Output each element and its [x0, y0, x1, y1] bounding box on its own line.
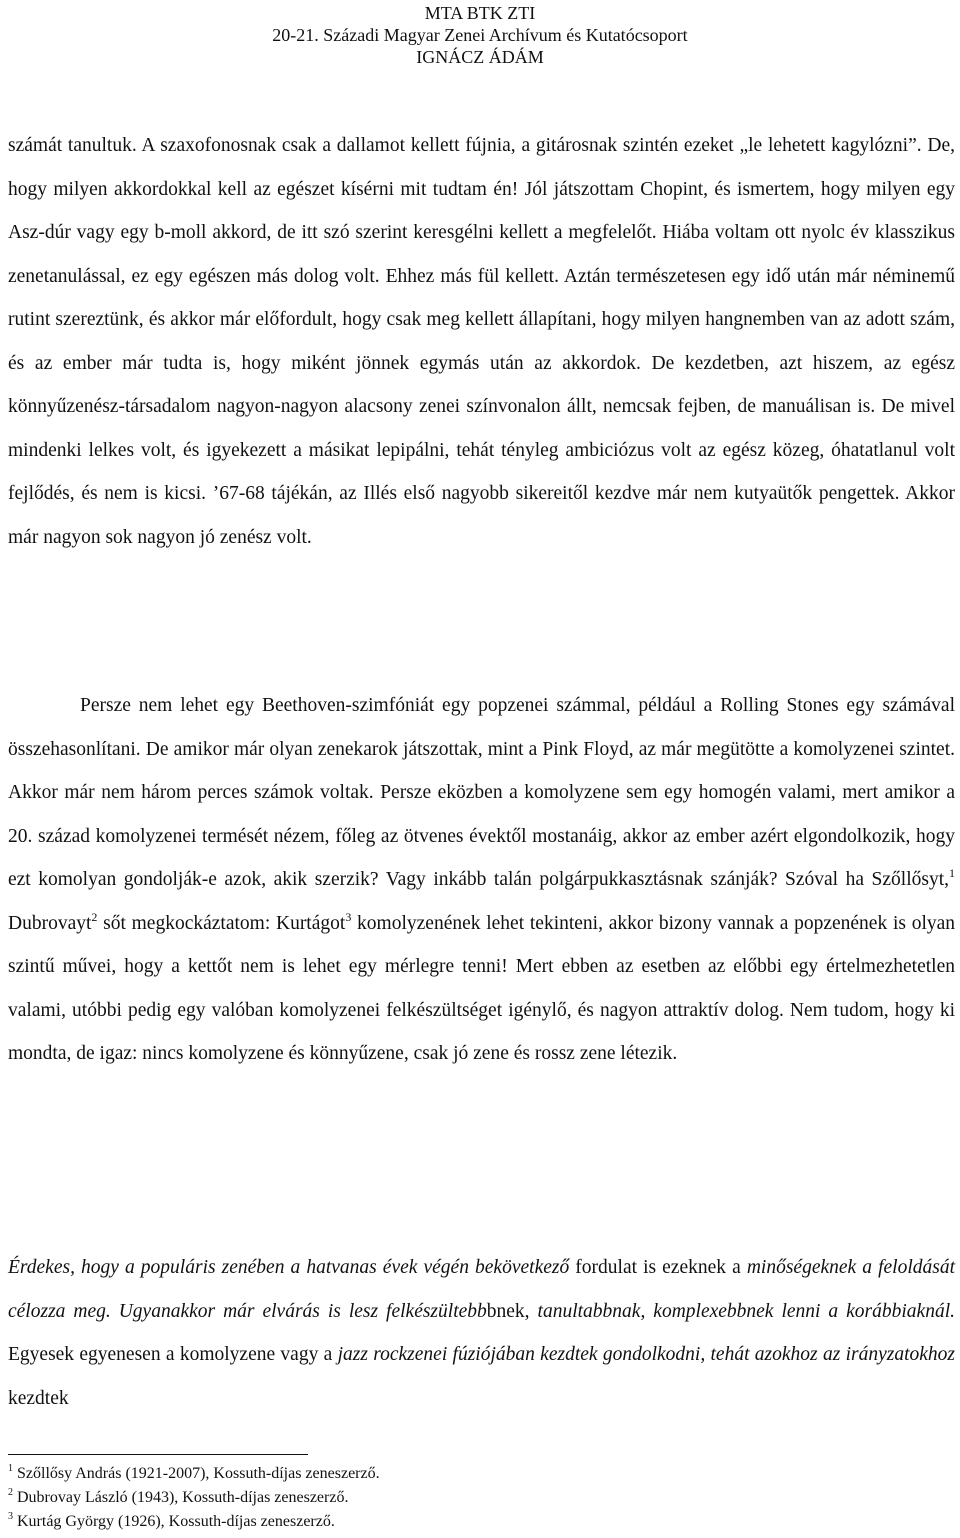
italic-text-4: jazz rockzenei fúziójában kezdtek gondolkodni, tehát azokhoz az irányzatokhoz	[337, 1344, 955, 1365]
footnote-1	[8, 1462, 908, 1486]
italic-text-1: Érdekes, hogy a populáris zenében a hatvanas évek végén bekövetkező	[8, 1257, 570, 1278]
footnote-divider	[8, 1454, 308, 1455]
header-archive: 20-21. Századi Magyar Zenei Archívum és Kutatócsoport	[272, 25, 688, 45]
paragraph-3-text	[8, 1246, 955, 1420]
plain-text-3: Egyesek egyenesen a komolyzene vagy a	[8, 1344, 338, 1365]
footnotes	[8, 1462, 908, 1534]
italic-text-3: tanultabbnak, komplexebbnek lenni a korábbiaknál.	[537, 1300, 955, 1322]
footnote-text-1: Szőllősy András (1921-2007), Kossuth-díjas zeneszerző.	[17, 1465, 380, 1482]
header-institution: MTA BTK ZTI	[424, 3, 536, 23]
paragraph-2-part-d: komolyzenének lehet tekinteni, akkor bizony vannak a popzenének is olyan szintű művei, hogy a kettőt nem is lehet egy mérlegre tenni! Mert ebben az esetben az előbbi egy értelmezhetetlen valami, utóbbi pedig egy valóban komolyzenei felkészültséget igénylő, és nagyon attraktív dolog. Nem tudom, hogy ki mondta, de igaz: nincs komolyzene és könnyűzene, csak jó zene és rossz zene létezik.	[8, 912, 956, 1064]
footnote-ref-3[interactable]: 3	[345, 909, 352, 924]
plain-text-2: bnek,	[486, 1300, 538, 1322]
paragraph-1-text: számát tanultuk. A szaxofonosnak csak a dallamot kellett fújnia, a gitárosnak szintén ezeket „le lehetett kagylózni”. De, hogy milyen akkordokkal kell az egészet kísérni mit tudtam én! Jól játszottam Chopint, és ismertem, hogy milyen egy Asz-dúr vagy egy b-moll akkord, de itt szó szerint keresgélni kellett a megfelelőt. Hiába voltam ott nyolc év klasszikus zenetanulással, ez egy egészen más dolog volt. Ehhez más fül kellett. Aztán természetesen egy idő után már néminemű rutint szereztünk, és akkor már előfordult, hogy csak meg kellett állapítani, hogy milyen hangnemben van az adott szám, és az ember már tudta is, hogy miként jönnek egymás után az akkordok. De kezdetben, azt hiszem, az egész könnyűzenész-társadalom nagyon-nagyon alacsony zenei színvonalon állt, nemcsak fejben, de manuálisan is. De mivel mindenki lelkes volt, és igyekezett a másikat lepipálni, tehát tényleg ambiciózus volt az egész közeg, óhatatlanul volt fejlődés, és nem is kicsi. ’67-68 tájékán, az Illés első nagyobb sikereitől kezdve már nem kutyaütők pengettek. Akkor már nagyon sok nagyon jó zenész volt.	[8, 135, 955, 548]
footnote-number-1: 1	[8, 1463, 13, 1474]
footnote-number-3: 3	[8, 1511, 13, 1522]
paragraph-1	[8, 124, 955, 559]
paragraph-2-part-a: Persze nem lehet egy Beethoven-szimfóniát egy popzenei számmal, például a Rolling Stones egy számával összehasonlítani. De amikor már olyan zenekarok játszottak, mint a Pink Floyd, az már megütötte a komolyzenei szintet. Akkor már nem három perces számok voltak. Persze eközben a komolyzene sem egy homogén valami, mert amikor a 20. század komolyzenei termését nézem, főleg az ötvenes évektől mostanáig, akkor az ember azért elgondolkozik, hogy ezt komolyan gondolják-e azok, akik szerzik? Vagy inkább talán polgárpukkasztásnak szánják? Szóval ha Szőllősyt,	[8, 695, 955, 890]
page-header	[0, 2, 960, 68]
paragraph-2	[8, 684, 955, 1076]
footnote-number-2: 2	[8, 1487, 13, 1498]
footnote-3	[8, 1510, 908, 1534]
paragraph-2-part-b: Dubrovayt	[8, 912, 92, 934]
footnote-text-2: Dubrovay László (1943), Kossuth-díjas zeneszerző.	[17, 1489, 349, 1506]
footnote-ref-2[interactable]: 2	[91, 909, 98, 924]
paragraph-2-text	[8, 684, 955, 1076]
italic-text-2: minőségeknek a feloldását célozza meg. Ugyanakkor már elvárás is lesz felkészültebb	[8, 1257, 955, 1322]
footnote-ref-1[interactable]: 1	[949, 866, 955, 880]
plain-text-4: kezdtek	[8, 1387, 69, 1409]
paragraph-2-part-c: sőt megkockáztatom: Kurtágot	[97, 912, 346, 934]
header-author: IGNÁCZ ÁDÁM	[416, 47, 544, 67]
footnote-2	[8, 1486, 908, 1510]
plain-text-1: fordulat is ezeknek a	[569, 1257, 747, 1278]
paragraph-3	[8, 1246, 955, 1420]
footnote-text-3: Kurtág György (1926), Kossuth-díjas zeneszerző.	[17, 1513, 335, 1530]
